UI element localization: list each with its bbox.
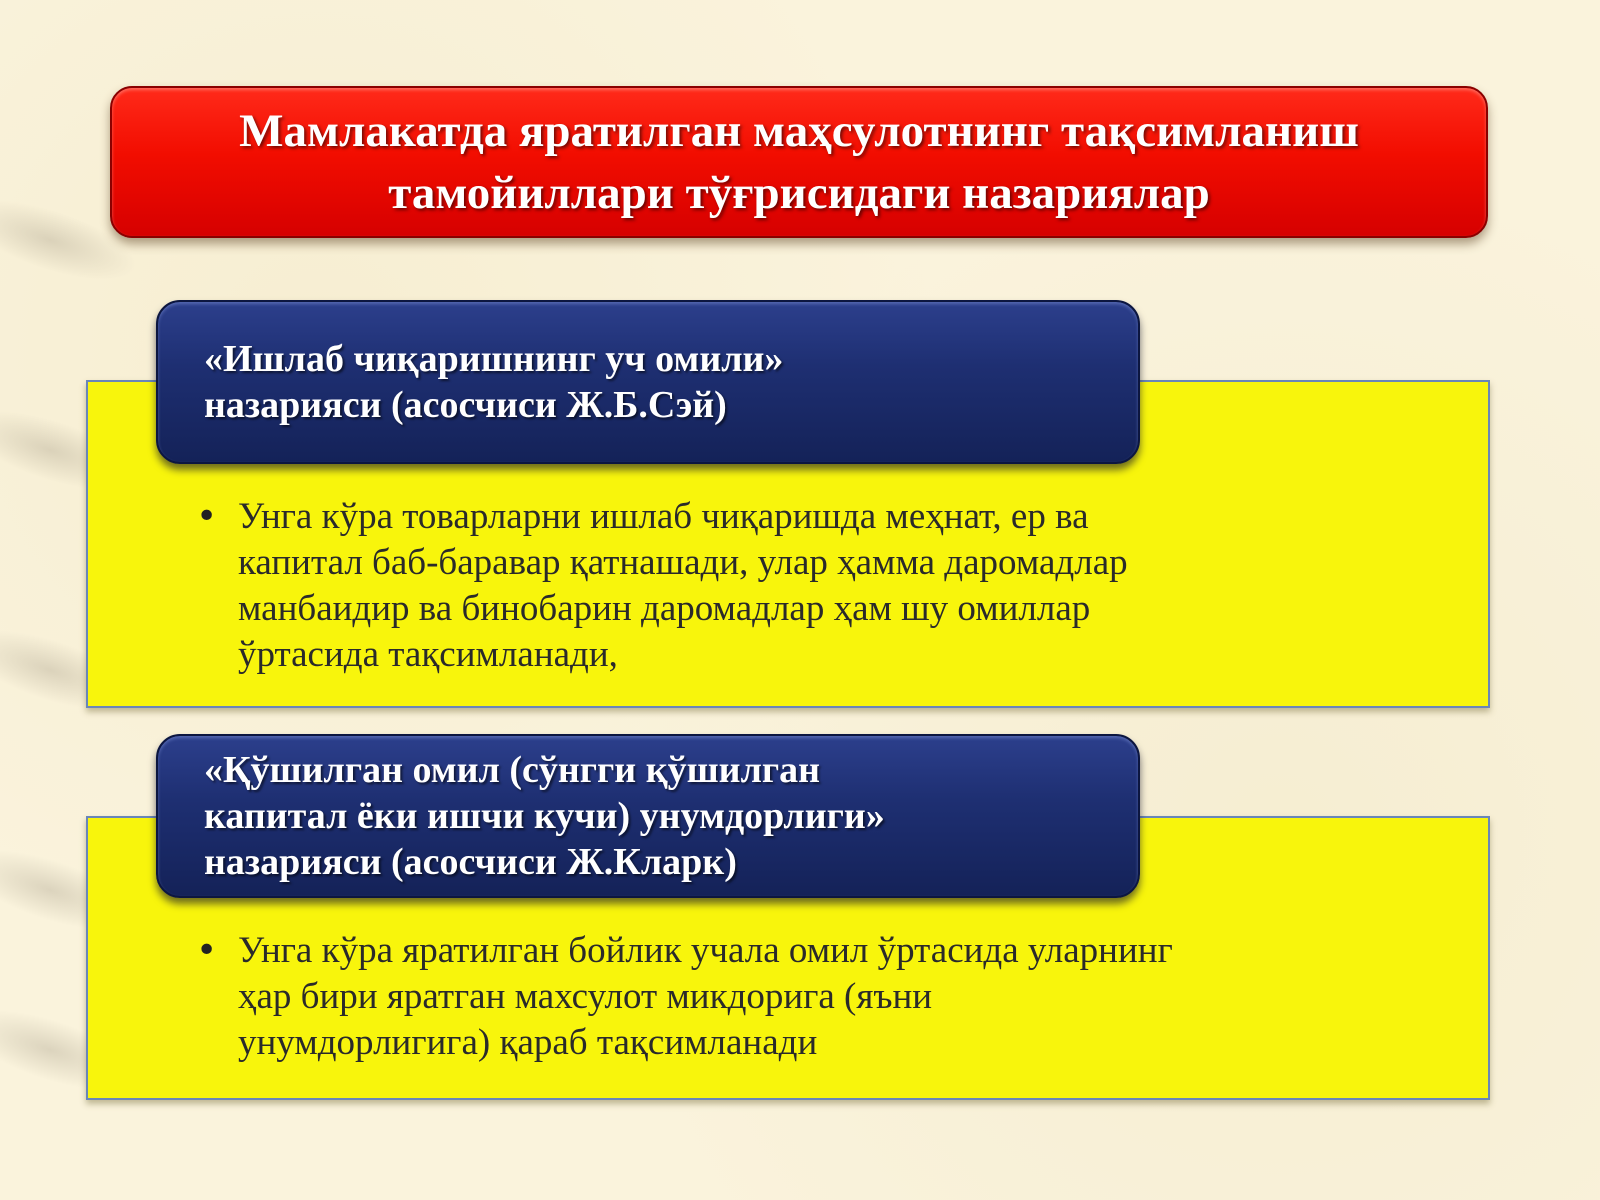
slide-title-banner	[110, 86, 1488, 238]
bullet-marker: •	[196, 930, 218, 971]
theory-description-1: Унга кўра товарларни ишлаб чиқаришда меҳнат, ер ва капитал баб-баравар қатнашади, улар ҳамма даромадлар манбаидир ва бинобарин даромадлар ҳам шу омиллар ўртасида тақсимланади,	[238, 496, 1128, 675]
theory-bullet-2	[196, 928, 1396, 1066]
theory-heading-2: «Қўшилган омил (сўнгги қўшилган капитал ёки ишчи кучи) унумдорлиги» назарияси (асосчиси Ж.Кларк)	[204, 749, 885, 883]
slide-title: Мамлакатда яратилган маҳсулотнинг тақсимланиш тамойиллари тўғрисидаги назариялар	[239, 105, 1359, 219]
bullet-marker: •	[196, 496, 218, 537]
theory-heading-box-1	[156, 300, 1140, 464]
theory-description-2: Унга кўра яратилган бойлик учала омил ўртасида уларнинг ҳар бири яратган махсулот микдорига (яъни унумдорлигига) қараб тақсимланади	[238, 930, 1173, 1063]
theory-heading-1: «Ишлаб чиқаришнинг уч омили» назарияси (асосчиси Ж.Б.Сэй)	[204, 338, 784, 426]
theory-bullet-1	[196, 494, 1396, 678]
theory-heading-box-2	[156, 734, 1140, 898]
